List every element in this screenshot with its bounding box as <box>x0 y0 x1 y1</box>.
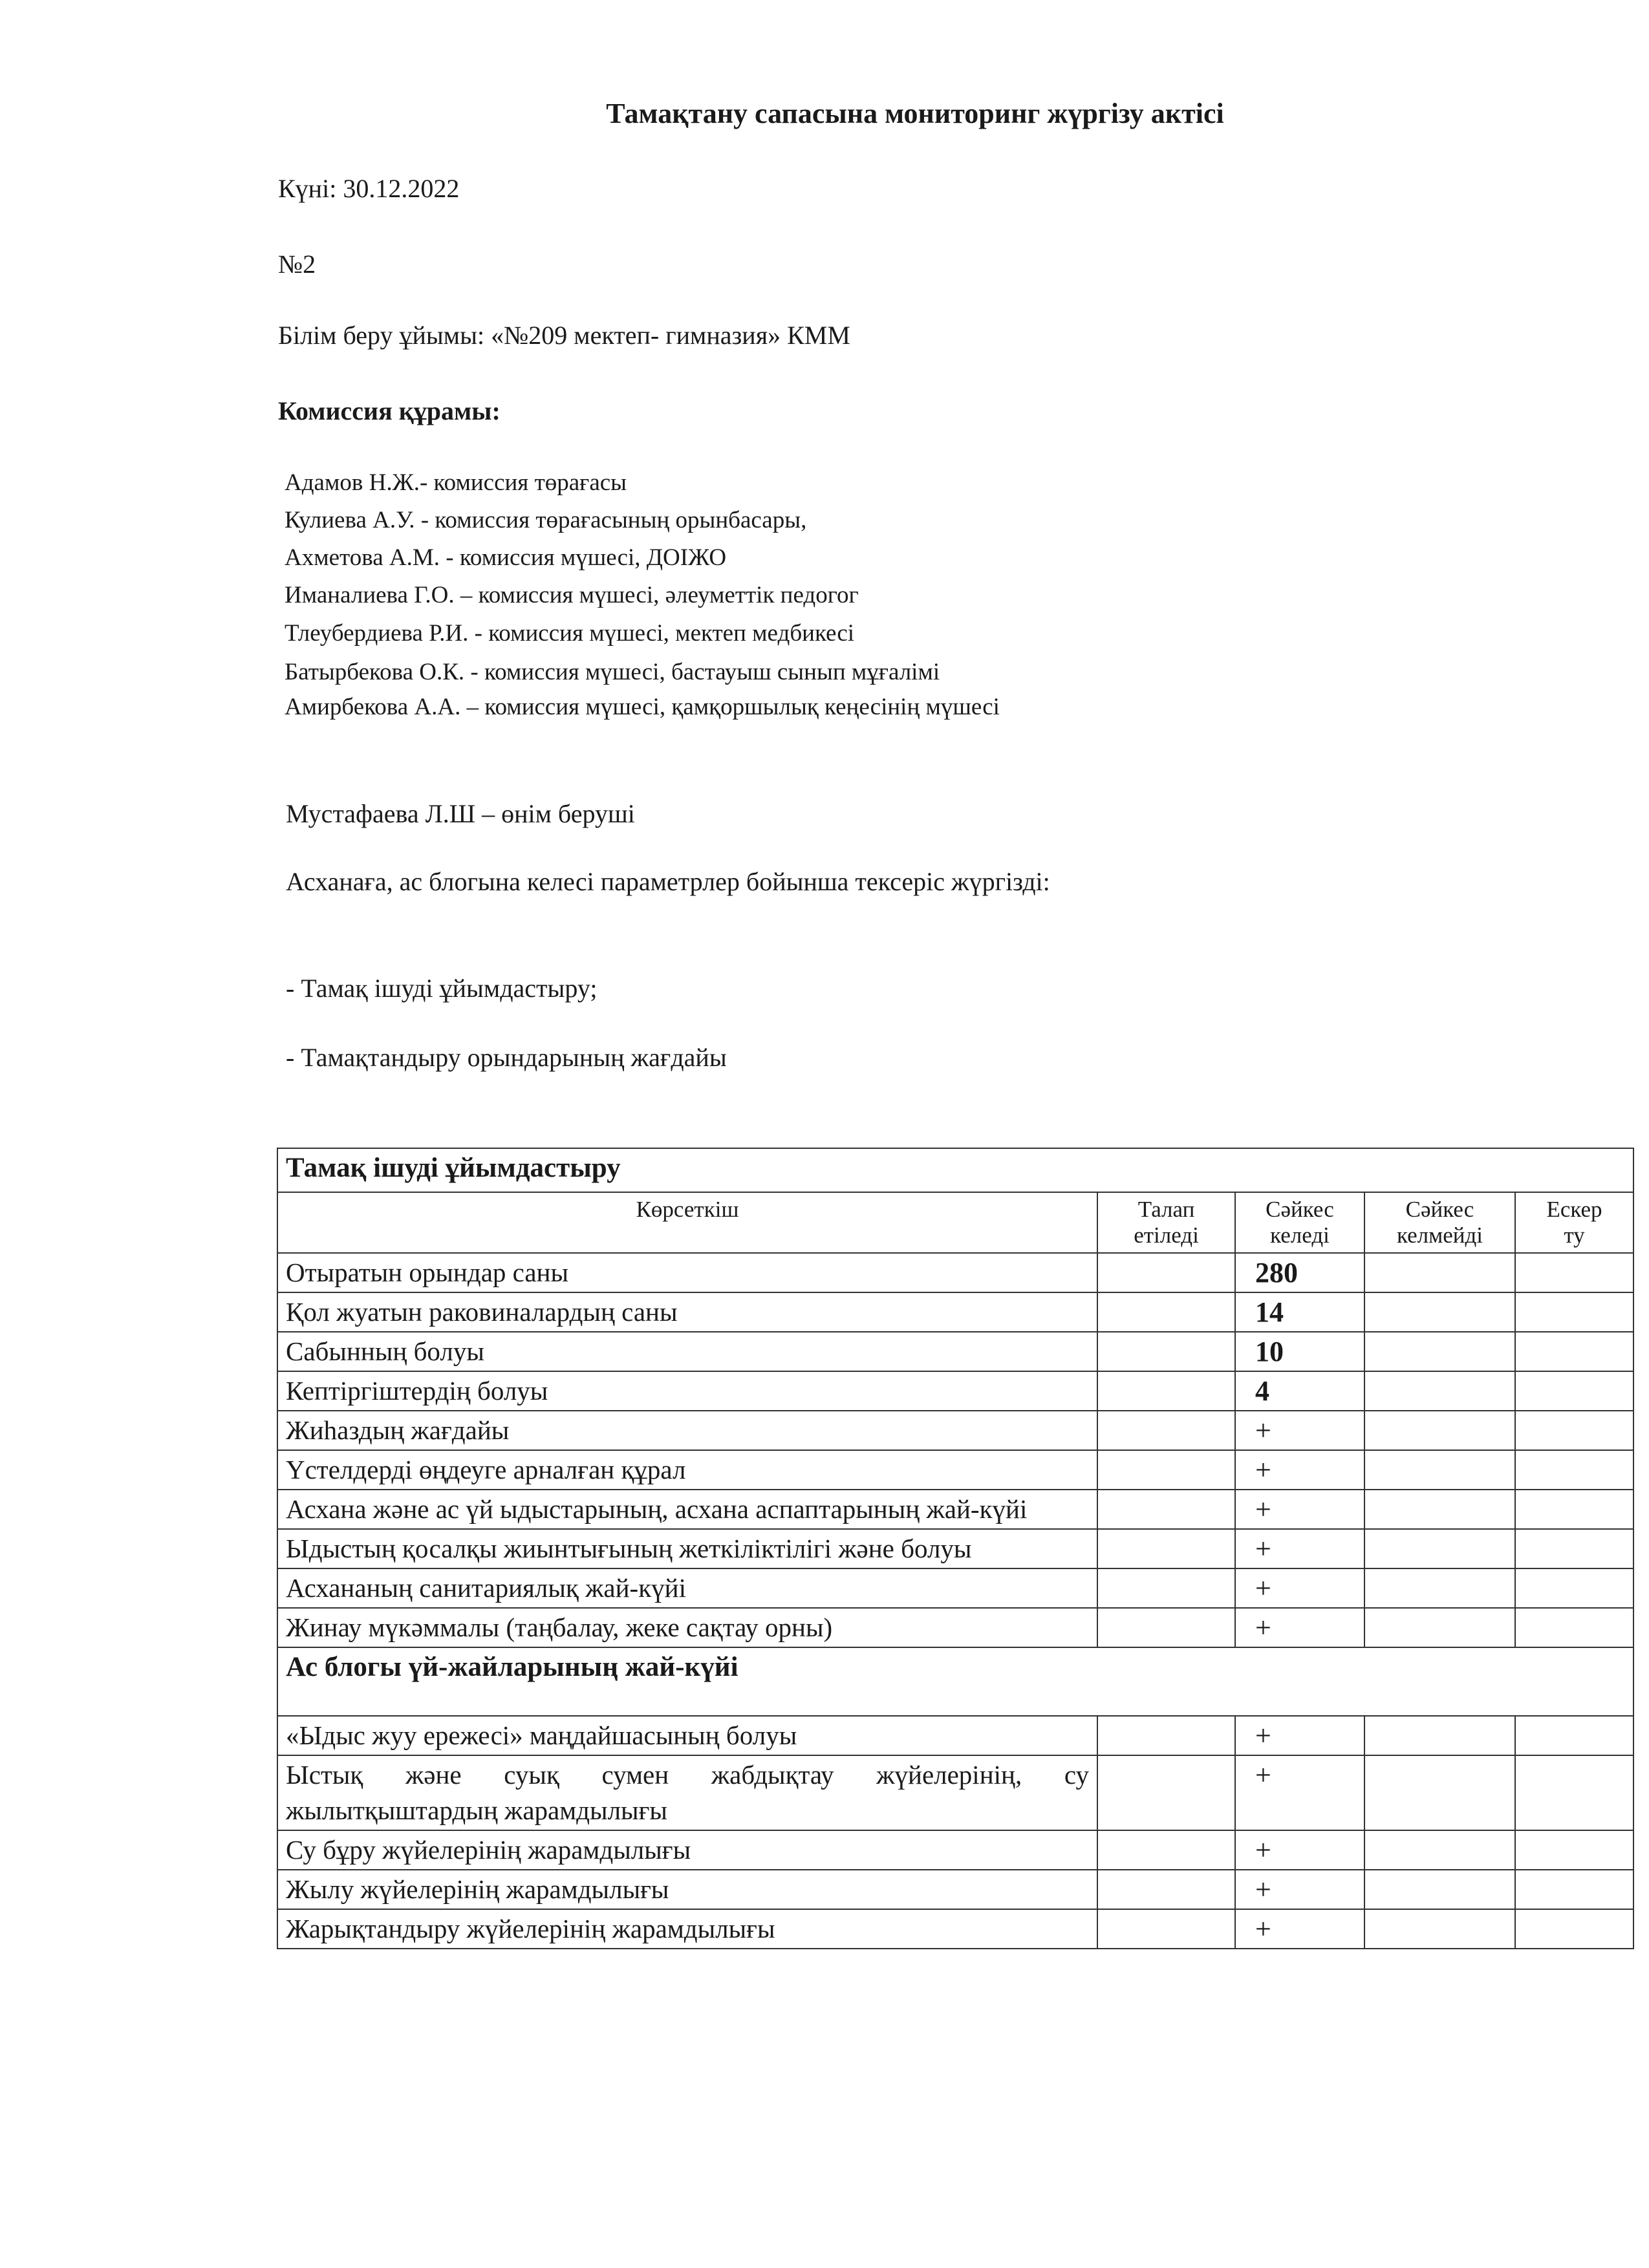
indicator-cell: Жарықтандыру жүйелерінің жарамдылығы <box>277 1909 1097 1949</box>
commission-heading: Комиссия құрамы: <box>278 396 501 425</box>
table-section-row <box>277 1148 1633 1192</box>
note-cell <box>1515 1608 1633 1647</box>
not-complies-cell <box>1364 1568 1515 1608</box>
not-complies-cell <box>1364 1909 1515 1949</box>
complies-cell: + <box>1235 1608 1364 1647</box>
required-cell <box>1097 1292 1235 1332</box>
section-title: Ас блогы үй-жайларының жай-күйі <box>277 1647 1633 1716</box>
not-complies-cell <box>1364 1716 1515 1755</box>
indicator-cell: Жылу жүйелерінің жарамдылығы <box>277 1870 1097 1909</box>
indicator-cell: Отыратын орындар саны <box>277 1253 1097 1292</box>
table-row <box>277 1529 1633 1568</box>
header-complies-line1: Сәйкес <box>1266 1197 1334 1222</box>
note-cell <box>1515 1716 1633 1755</box>
commission-member: Батырбекова О.К. - комиссия мүшесі, бастауыш сынып мұғалімі <box>285 659 940 685</box>
note-cell <box>1515 1755 1633 1830</box>
complies-cell: + <box>1235 1716 1364 1755</box>
organization-line: Білім беру ұйымы: «№209 мектеп- гимназия» КММ <box>278 321 850 350</box>
note-cell <box>1515 1830 1633 1870</box>
header-complies-line2: келеді <box>1270 1223 1330 1248</box>
note-cell <box>1515 1371 1633 1411</box>
header-required <box>1097 1192 1235 1253</box>
commission-member: Адамов Н.Ж.- комиссия төрағасы <box>285 469 627 496</box>
not-complies-cell <box>1364 1450 1515 1490</box>
section-title: Тамақ ішуді ұйымдастыру <box>277 1148 1633 1192</box>
required-cell <box>1097 1411 1235 1450</box>
indicator-cell: Кептіргіштердің болуы <box>277 1371 1097 1411</box>
indicator-cell: «Ыдыс жуу ережесі» маңдайшасының болуы <box>277 1716 1097 1755</box>
required-cell <box>1097 1568 1235 1608</box>
commission-member: Иманалиева Г.О. – комиссия мүшесі, әлеуметтік педогог <box>285 582 859 608</box>
complies-cell: 4 <box>1235 1371 1364 1411</box>
note-cell <box>1515 1529 1633 1568</box>
commission-member: Тлеубердиева Р.И. - комиссия мүшесі, мектеп медбикесі <box>285 620 855 647</box>
complies-cell: + <box>1235 1450 1364 1490</box>
header-note-line1: Ескер <box>1546 1197 1602 1222</box>
indicator-cell: Асхананың санитариялық жай-күйі <box>277 1568 1097 1608</box>
commission-member: Кулиева А.У. - комиссия төрағасының орынбасары, <box>285 507 807 533</box>
header-not-complies-line2: келмейді <box>1396 1223 1483 1248</box>
note-cell <box>1515 1909 1633 1949</box>
complies-cell: + <box>1235 1411 1364 1450</box>
indicator-cell: Асхана және ас үй ыдыстарының, асхана аспаптарының жай-күйі <box>277 1490 1097 1529</box>
not-complies-cell <box>1364 1529 1515 1568</box>
table-row <box>277 1755 1633 1830</box>
complies-cell: + <box>1235 1529 1364 1568</box>
commission-member: Амирбекова А.А. – комиссия мүшесі, қамқоршылық кеңесінің мүшесі <box>285 694 1000 720</box>
header-note-line2: ту <box>1564 1223 1585 1248</box>
indicator-cell: Үстелдерді өңдеуге арналған құрал <box>277 1450 1097 1490</box>
supplier-line: Мустафаева Л.Ш – өнім беруші <box>286 799 635 828</box>
required-cell <box>1097 1608 1235 1647</box>
header-required-line1: Талап <box>1137 1197 1195 1222</box>
note-cell <box>1515 1332 1633 1371</box>
not-complies-cell <box>1364 1411 1515 1450</box>
note-cell <box>1515 1253 1633 1292</box>
complies-cell: + <box>1235 1909 1364 1949</box>
header-not-complies <box>1364 1192 1515 1253</box>
table-row <box>277 1568 1633 1608</box>
table-section-row <box>277 1647 1633 1716</box>
note-cell <box>1515 1450 1633 1490</box>
table-row <box>277 1830 1633 1870</box>
required-cell <box>1097 1253 1235 1292</box>
indicator-cell: Ыдыстың қосалқы жиынтығының жеткіліктілігі және болуы <box>277 1529 1097 1568</box>
not-complies-cell <box>1364 1870 1515 1909</box>
not-complies-cell <box>1364 1371 1515 1411</box>
indicator-cell: Су бұру жүйелерінің жарамдылығы <box>277 1830 1097 1870</box>
not-complies-cell <box>1364 1292 1515 1332</box>
note-cell <box>1515 1568 1633 1608</box>
indicator-cell: Жиһаздың жағдайы <box>277 1411 1097 1450</box>
indicator-cell: Ыстық және суық сумен жабдықтау жүйелерінің, су жылытқыштардың жарамдылығы <box>277 1755 1097 1830</box>
complies-cell: 280 <box>1235 1253 1364 1292</box>
note-cell <box>1515 1411 1633 1450</box>
table-row <box>277 1608 1633 1647</box>
required-cell <box>1097 1371 1235 1411</box>
date-line: Күні: 30.12.2022 <box>278 174 460 203</box>
table-row <box>277 1411 1633 1450</box>
parameter-item: - Тамақтандыру орындарының жағдайы <box>286 1043 727 1072</box>
complies-cell: + <box>1235 1568 1364 1608</box>
monitoring-table <box>277 1148 1634 1949</box>
complies-cell: 14 <box>1235 1292 1364 1332</box>
table-row <box>277 1450 1633 1490</box>
required-cell <box>1097 1490 1235 1529</box>
header-indicator: Көрсеткіш <box>277 1192 1097 1253</box>
header-not-complies-line1: Сәйкес <box>1405 1197 1474 1222</box>
table-row <box>277 1253 1633 1292</box>
complies-cell: + <box>1235 1830 1364 1870</box>
indicator-cell: Сабынның болуы <box>277 1332 1097 1371</box>
complies-cell: + <box>1235 1490 1364 1529</box>
complies-cell: + <box>1235 1755 1364 1830</box>
note-cell <box>1515 1292 1633 1332</box>
table-row <box>277 1292 1633 1332</box>
required-cell <box>1097 1870 1235 1909</box>
required-cell <box>1097 1909 1235 1949</box>
not-complies-cell <box>1364 1332 1515 1371</box>
note-cell <box>1515 1490 1633 1529</box>
document-title: Тамақтану сапасына мониторинг жүргізу актісі <box>606 98 1224 129</box>
required-cell <box>1097 1830 1235 1870</box>
indicator-cell: Жинау мүкәммалы (таңбалау, жеке сақтау орны) <box>277 1608 1097 1647</box>
table-row <box>277 1490 1633 1529</box>
header-required-line2: етіледі <box>1134 1223 1199 1248</box>
required-cell <box>1097 1716 1235 1755</box>
table-row <box>277 1371 1633 1411</box>
commission-member: Ахметова А.М. - комиссия мүшесі, ДОІЖО <box>285 544 727 571</box>
header-complies <box>1235 1192 1364 1253</box>
complies-cell: 10 <box>1235 1332 1364 1371</box>
complies-cell: + <box>1235 1870 1364 1909</box>
note-cell <box>1515 1870 1633 1909</box>
not-complies-cell <box>1364 1490 1515 1529</box>
table-row <box>277 1332 1633 1371</box>
table-row <box>277 1909 1633 1949</box>
required-cell <box>1097 1450 1235 1490</box>
required-cell <box>1097 1755 1235 1830</box>
required-cell <box>1097 1332 1235 1371</box>
header-note <box>1515 1192 1633 1253</box>
required-cell <box>1097 1529 1235 1568</box>
parameter-item: - Тамақ ішуді ұйымдастыру; <box>286 974 598 1003</box>
indicator-cell: Қол жуатын раковиналардың саны <box>277 1292 1097 1332</box>
not-complies-cell <box>1364 1755 1515 1830</box>
not-complies-cell <box>1364 1830 1515 1870</box>
not-complies-cell <box>1364 1608 1515 1647</box>
inspection-intro: Асханаға, ас блогына келесі параметрлер бойынша тексеріс жүргізді: <box>286 867 1050 896</box>
number-line: №2 <box>278 250 316 279</box>
table-row <box>277 1870 1633 1909</box>
table-header-row <box>277 1192 1633 1253</box>
table-row <box>277 1716 1633 1755</box>
not-complies-cell <box>1364 1253 1515 1292</box>
